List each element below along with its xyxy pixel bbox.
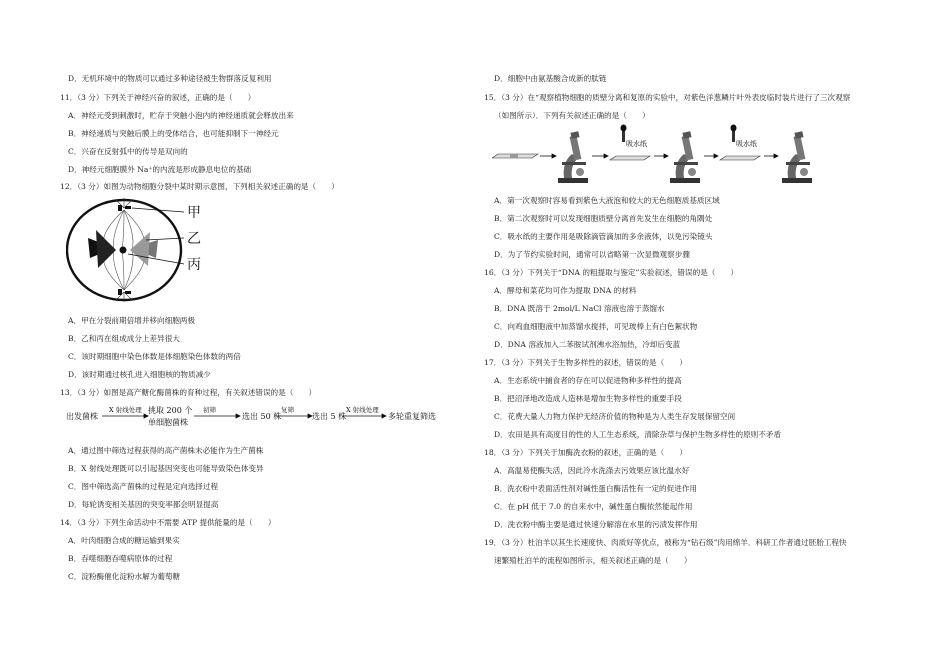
q12-option-c: C．该时期细胞中染色体数是体细胞染色体数的两倍: [68, 352, 241, 361]
flow-step1-line2: 单细胞菌株: [148, 418, 188, 427]
q19-stem-line2: 速繁殖杜泊羊的流程如图所示，相关叙述正确的是（ ）: [494, 556, 692, 565]
q11-option-d: D．神经元细胞膜外 Na⁺的内流是形成静息电位的基础: [68, 165, 252, 174]
q13-option-b: B．X 射线处理既可以引起基因突变也可能导致染色体变异: [68, 464, 264, 473]
microscope-3: [782, 131, 812, 183]
q11-option-c: C．兴奋在反射弧中的传导是双向的: [68, 147, 188, 156]
q12-option-b: B．乙和丙在组成成分上差异很大: [68, 334, 180, 343]
arrow-1: [540, 154, 556, 158]
q13-option-a: A．通过图中筛选过程获得的高产菌株未必能作为生产菌株: [68, 446, 264, 455]
q11-stem: 11．（3 分）下列关于神经兴奋的叙述，正确的是（ ）: [60, 93, 256, 102]
q15-option-b: B．第二次观察时可以发现细胞质壁分离首先发生在细胞的角隅处: [494, 214, 713, 223]
microscope-2: [670, 131, 700, 183]
flow-arrow4-label: X 射线处理: [346, 406, 379, 414]
flow-step2: 选出 50 株: [242, 412, 282, 421]
flow-start: 出发菌株: [66, 412, 98, 421]
flow-arrow1-label: X 射线处理: [109, 406, 142, 414]
flow-arrow2-label: 初筛: [203, 406, 216, 414]
arrow-4: [704, 154, 718, 158]
q15-option-a: A．第一次观察时容易看到紫色大液泡和较大的无色细胞质基质区域: [494, 196, 720, 205]
q19-stem-line1: 19．（3 分）杜泊羊以其生长速度快、肉质好等优点，被称为“钻石级”肉用绵羊．科研工作者通过胚胎工程快: [484, 538, 847, 547]
q14-option-b: B．吞噬细胞吞噬病原体的过程: [68, 554, 173, 563]
flow-arrow3-label: 复筛: [281, 406, 294, 414]
q14-option-a: A．叶肉细胞合成的糖运输到果实: [68, 536, 180, 545]
q17-option-c: C．花费大量人力物力保护无经济价值的物种是为人类生存发展保留空间: [494, 412, 736, 421]
q17-option-b: B．把沼泽地改造成人造林是增加生物多样性的重要手段: [494, 394, 682, 403]
q17-option-d: D．农田是具有高度目的性的人工生态系统，清除杂草与保护生物多样性的原则不矛盾: [494, 430, 782, 439]
arrow-3: [654, 154, 668, 158]
q18-stem: 18．（3 分）下列关于加酶洗衣粉的叙述，正确的是（ ）: [484, 448, 687, 457]
blotting-paper-label-1: 吸水纸: [626, 140, 647, 148]
q17-option-a: A．生态系统中捕食者的存在可以促进物种多样性的提高: [494, 376, 682, 385]
flow-end: 多轮重复筛选: [388, 412, 436, 421]
label-yi: 乙: [187, 231, 201, 247]
q14-option-c: C．淀粉酶催化淀粉水解为葡萄糖: [68, 572, 181, 581]
q16-option-b: B．DNA 既溶于 2mol/L NaCl 溶液也溶于蒸馏水: [494, 304, 665, 313]
microscope-1: [558, 131, 588, 183]
arrow-5: [764, 154, 778, 158]
q11-option-a: A．神经元受到刺激时，贮存于突触小泡内的神经递质就会释放出来: [68, 111, 294, 120]
q16-option-c: C．向鸡血细胞液中加蒸馏水搅拌，可见玻棒上有白色絮状物: [494, 322, 698, 331]
q10-option-d: D．无机环境中的物质可以通过多种途径被生物群落反复利用: [68, 74, 272, 83]
q13-option-c: C．图中筛选高产菌株的过程是定向选择过程: [68, 482, 219, 491]
cell-division-diagram: [66, 196, 216, 306]
slide-icon: [492, 154, 538, 158]
q17-stem: 17．（3 分）下列关于生物多样性的叙述，错误的是（ ）: [484, 358, 687, 367]
q16-option-a: A．酵母和菜花均可作为提取 DNA 的材料: [494, 286, 637, 295]
q15-stem-line1: 15．（3 分）在“观察植物细胞的质壁分离和复原的实验中，对紫色洋葱鳞片叶外表皮临时装片进行了三次观察: [484, 93, 851, 102]
q15-option-d: D．为了节约实验时间，通常可以省略第一次显微观察步骤: [494, 250, 690, 259]
q15-option-c: C．吸水纸的主要作用是吸除滴管滴加的多余液体，以免污染镜头: [494, 232, 713, 241]
q14-option-d: D．细胞中由氨基酸合成新的肽链: [494, 74, 607, 83]
q12-option-a: A．甲在分裂前期倍增并移向细胞两极: [68, 316, 195, 325]
q14-stem: 14．（3 分）下列生命活动中不需要 ATP 提供能量的是（ ）: [60, 518, 276, 527]
q18-option-c: C．在 pH 低于 7.0 的自来水中，碱性蛋白酶依然能起作用: [494, 502, 693, 511]
q18-option-b: B．洗衣粉中表面活性剂对碱性蛋白酶活性有一定的促进作用: [494, 484, 698, 493]
flow-step3: 选出 5 株: [312, 412, 347, 421]
microscope-sequence-diagram: [492, 124, 822, 186]
q16-stem: 16．（3 分）下列关于“DNA 的粗提取与鉴定”实验叙述，错误的是（ ）: [484, 268, 739, 277]
q12-option-d: D．该时期通过核孔进入细胞核的物质减少: [68, 370, 211, 379]
q18-option-a: A．高温易使酶失活，因此冷水洗涤去污效果应该比温水好: [494, 466, 690, 475]
q18-option-d: D．洗衣粉中酶主要是通过快速分解溶在水里的污渍发挥作用: [494, 520, 698, 529]
blotting-paper-label-2: 吸水纸: [736, 140, 757, 148]
label-bing: 丙: [187, 257, 201, 273]
q16-option-d: D．DNA 溶液加入二苯胺试剂沸水浴加热，冷却后变蓝: [494, 340, 681, 349]
q13-option-d: D．每轮诱变相关基因的突变率都会明显提高: [68, 500, 219, 509]
arrow-2: [592, 154, 608, 158]
flow-step1-line1: 挑取 200 个: [148, 406, 193, 415]
q12-stem: 12．（3 分）如图为动物细胞分裂中某时期示意图，下列相关叙述正确的是（ ）: [60, 182, 339, 191]
q13-stem: 13．（3 分）如图是高产糖化酶菌株的育种过程，有关叙述错误的是（ ）: [60, 388, 317, 397]
q11-option-b: B．神经递质与突触后膜上的受体结合，也可能抑制下一神经元: [68, 129, 279, 138]
breeding-flow-diagram: [66, 404, 446, 434]
label-jia: 甲: [187, 205, 201, 221]
q15-stem-line2: （如图所示）．下列有关叙述正确的是（ ）: [494, 111, 650, 120]
